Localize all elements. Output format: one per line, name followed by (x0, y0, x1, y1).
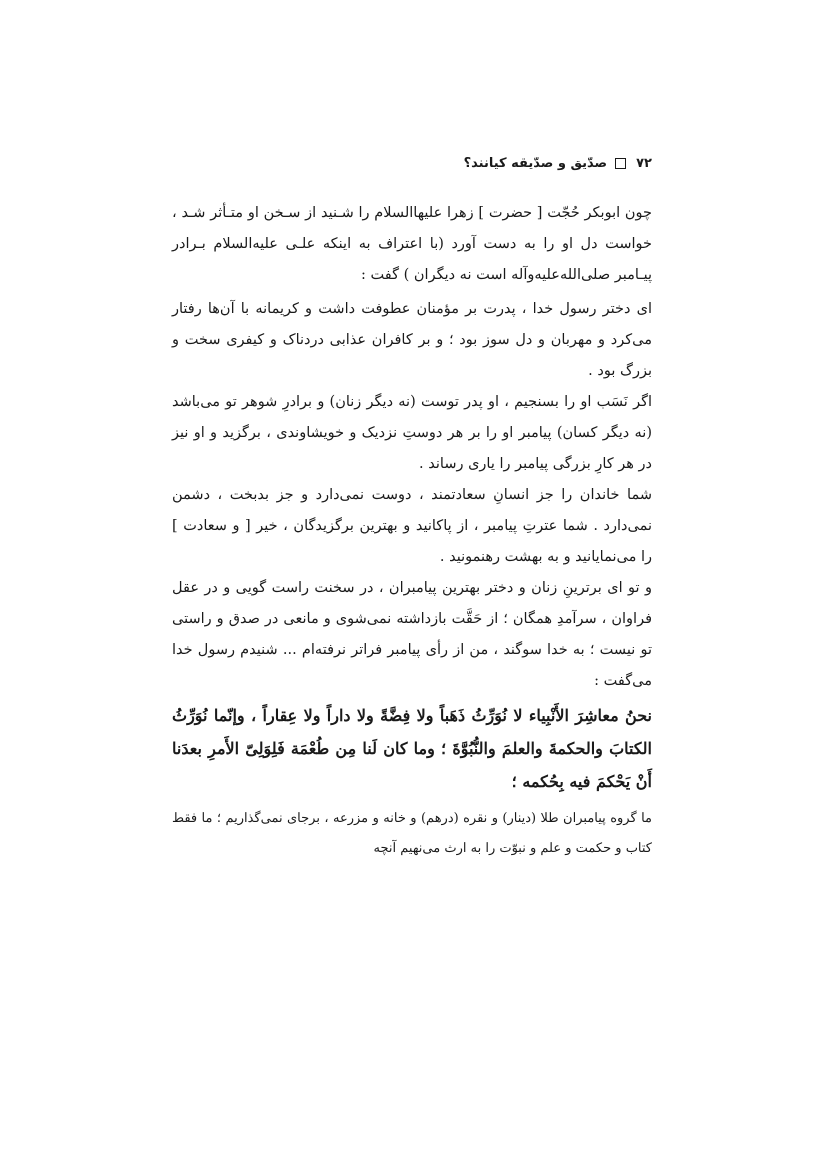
quote-paragraph-3: شما خاندان را جز انسانِ سعادتمند ، دوست نمی‌دارد و جز بدبخت ، دشمن نمی‌دارد . شما عترتِ پیامبر ، از پاکانید و بهترین برگزیدگان ، خیر [ و سعادت ] را می‌نمایانید و به بهشت رهنمونید . (172, 487, 652, 565)
square-box-icon (615, 158, 626, 169)
quoted-speech (172, 294, 652, 864)
intro-paragraph-container (172, 198, 652, 291)
page-number: ۷۲ (636, 155, 652, 171)
page-header (172, 150, 652, 176)
running-title: صدّیق و صدّیقه کیانند؟ (463, 155, 608, 171)
intro-paragraph: چون ابوبکر حُجّت [ حضرت ] زهرا علیهاالسلام را شـنید از سـخن او متـأثر شـد ، خواست دل او را به دست آورد (با اعتراف به اینکه علـی علیه‌السلام بـرادر پیـامبر صلی‌الله‌علیه‌وآله است نه دیگران ) گفت : (172, 205, 652, 283)
hadith-translation: ما گروه پیامبران طلا (دینار) و نقره (درهم) و خانه و مزرعه ، برجای نمی‌گذاریم ؛ ما فقط کتاب و حکمت و علم و نبوّت را به ارث می‌نهیم آنچه (172, 811, 652, 856)
quote-paragraph-1: ای دختر رسول خدا ، پدرت بر مؤمنان عطوفت داشت و کریمانه با آن‌ها رفتار می‌کرد و مهربان و دل سوز بود ؛ و بر کافران عذابی دردناک و کیفری سخت و بزرگ بود . (172, 301, 652, 379)
arabic-hadith: نحنُ معاشِرَ الأَنْبِیاء لا نُوَرِّثُ ذَهَباً ولا فِضَّةً ولا داراً ولا عِقاراً ، وإنّما نُوَرِّثُ الکتابَ والحکمةَ والعلمَ والنُّبُوَّةَ ؛ وما کان لَنا مِن طُعْمَة فَلِوَلِیّ الأَمرِ بعدَنا أَنْ یَحْکمَ فیه بِحُکمه ؛ (172, 706, 652, 791)
quote-paragraph-4: و تو ای برترینِ زنان و دختر بهترین پیامبران ، در سخنت راست گویی و در عقل فراوان ، سرآمدِ همگان ؛ از حَقَّت بازداشته نمی‌شوی و مانعی در صدق و راستی تو نیست ؛ به خدا سوگند ، من از رأی پیامبر فراتر نرفته‌ام ... شنیدم رسول خدا می‌گفت : (172, 580, 652, 689)
quote-paragraph-2: اگر نَسَب او را بسنجیم ، او پدر توست (نه دیگر زنان) و برادرِ شوهر تو می‌باشد (نه دیگر کسان) پیامبر او را بر هر دوستِ نزدیک و خویشاوندی ، برگزید و او نیز در هر کارِ بزرگی پیامبر را یاری رساند . (172, 394, 652, 472)
